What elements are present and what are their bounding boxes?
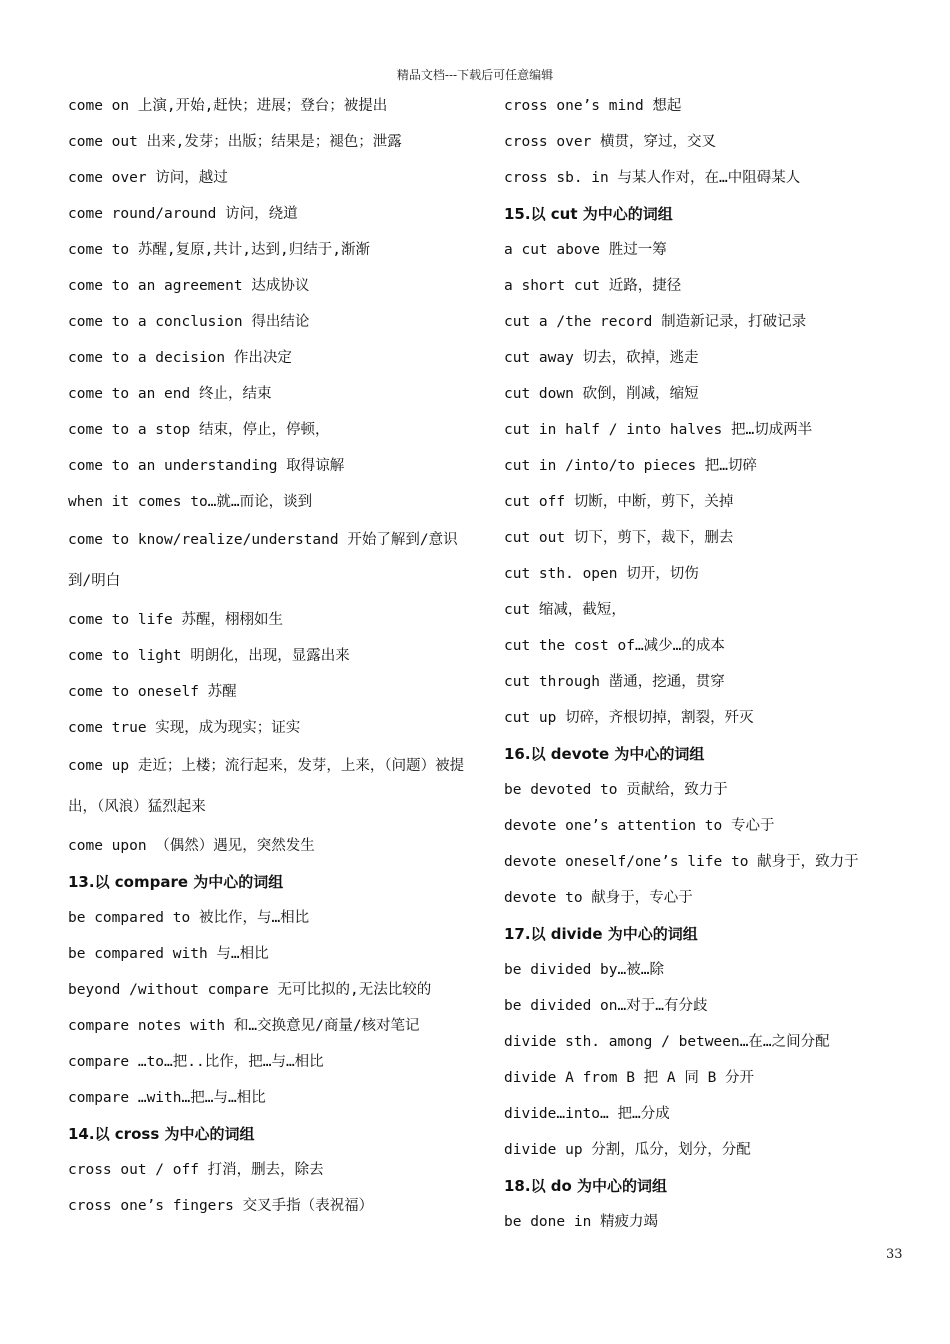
phrase-entry: cross sb. in 与某人作对，在…中阻碍某人 <box>504 170 801 186</box>
section-heading: 16.以 devote 为中心的词组 <box>504 745 705 763</box>
phrase-entry: come to an agreement 达成协议 <box>68 278 310 294</box>
phrase-entry: cut the cost of…减少…的成本 <box>504 638 725 654</box>
phrase-entry: come to 苏醒,复原,共计,达到,归结于,渐渐 <box>68 242 370 258</box>
phrase-entry: come true 实现，成为现实；证实 <box>68 720 301 736</box>
section-heading: 15.以 cut 为中心的词组 <box>504 205 673 223</box>
section-heading: 13.以 compare 为中心的词组 <box>68 873 284 891</box>
phrase-entry: cut out 切下，剪下，裁下，删去 <box>504 530 734 546</box>
phrase-entry: cut down 砍倒，削减，缩短 <box>504 386 699 402</box>
section-heading: 17.以 divide 为中心的词组 <box>504 925 698 943</box>
phrase-entry: beyond /without compare 无可比拟的,无法比较的 <box>68 982 432 998</box>
phrase-entry: cut 缩减，截短， <box>504 602 626 618</box>
phrase-entry: compare …to…把..比作，把…与…相比 <box>68 1054 324 1070</box>
section-heading: 18.以 do 为中心的词组 <box>504 1177 668 1195</box>
page-number: 33 <box>886 1247 903 1262</box>
left-column <box>68 88 478 1224</box>
phrase-entry: cross out / off 打消，删去，除去 <box>68 1162 324 1178</box>
phrase-entry: come on 上演,开始,赶快；进展；登台；被提出 <box>68 98 388 114</box>
phrase-entry: come to an end 终止，结束 <box>68 386 272 402</box>
right-column <box>504 88 904 1240</box>
phrase-entry: devote to 献身于，专心于 <box>504 890 693 906</box>
phrase-entry: cross over 横贯，穿过，交叉 <box>504 134 717 150</box>
phrase-entry: divide A from B 把 A 同 B 分开 <box>504 1070 755 1086</box>
phrase-entry: devote oneself/one’s life to 献身于，致力于 <box>504 854 859 870</box>
phrase-entry: a short cut 近路，捷径 <box>504 278 682 294</box>
section-heading: 14.以 cross 为中心的词组 <box>68 1125 255 1143</box>
phrase-entry: cut sth. open 切开，切伤 <box>504 566 699 582</box>
phrase-entry: be done in 精疲力竭 <box>504 1214 659 1230</box>
phrase-entry: divide up 分割，瓜分，划分，分配 <box>504 1142 751 1158</box>
phrase-entry: come round/around 访问，绕道 <box>68 206 298 222</box>
phrase-entry: come upon （偶然）遇见，突然发生 <box>68 838 315 854</box>
phrase-entry: compare notes with 和…交换意见/商量/核对笔记 <box>68 1018 420 1034</box>
phrase-entry: cut away 切去，砍掉，逃走 <box>504 350 699 366</box>
phrase-entry: divide sth. among / between…在…之间分配 <box>504 1034 830 1050</box>
phrase-entry: cut a /the record 制造新记录，打破记录 <box>504 314 807 330</box>
phrase-entry: cut in half / into halves 把…切成两半 <box>504 422 813 438</box>
phrase-entry: cut through 凿通，挖通，贯穿 <box>504 674 725 690</box>
phrase-entry: compare …with…把…与…相比 <box>68 1090 266 1106</box>
phrase-entry: cut off 切断，中断，剪下，关掉 <box>504 494 734 510</box>
phrase-entry: come to an understanding 取得谅解 <box>68 458 345 474</box>
phrase-entry: come over 访问，越过 <box>68 170 228 186</box>
phrase-entry: be compared to 被比作，与…相比 <box>68 910 310 926</box>
phrase-entry: be divided by…被…除 <box>504 962 664 978</box>
phrase-entry: come to a stop 结束，停止，停顿， <box>68 422 330 438</box>
phrase-entry: divide…into… 把…分成 <box>504 1106 670 1122</box>
page-header: 精品文档---下载后可任意编辑 <box>396 68 554 82</box>
phrase-entry: cross one’s fingers 交叉手指（表祝福） <box>68 1198 374 1214</box>
phrase-entry: come to light 明朗化，出现，显露出来 <box>68 648 350 664</box>
phrase-entry: be compared with 与…相比 <box>68 946 269 962</box>
phrase-entry: devote one’s attention to 专心于 <box>504 818 775 834</box>
phrase-entry: a cut above 胜过一筹 <box>504 242 667 258</box>
phrase-entry: cut in /into/to pieces 把…切碎 <box>504 458 758 474</box>
phrase-entry: when it comes to…就…而论，谈到 <box>68 494 313 510</box>
phrase-entry: come to a decision 作出决定 <box>68 350 292 366</box>
phrase-entry: come out 出来,发芽；出版；结果是；褪色；泄露 <box>68 134 402 150</box>
phrase-entry: be divided on…对于…有分歧 <box>504 998 708 1014</box>
phrase-entry: cut up 切碎，齐根切掉，割裂，歼灭 <box>504 710 754 726</box>
phrase-entry: be devoted to 贡献给，致力于 <box>504 782 728 798</box>
phrase-entry: come to oneself 苏醒 <box>68 684 237 700</box>
phrase-entry: come to a conclusion 得出结论 <box>68 314 310 330</box>
phrase-entry: come to know/realize/understand 开始了解到/意识到/明白 <box>68 532 458 589</box>
phrase-entry: come to life 苏醒，栩栩如生 <box>68 612 283 628</box>
phrase-entry: come up 走近；上楼；流行起来，发芽，上来，（问题）被提出，（风浪）猛烈起来 <box>68 758 465 815</box>
phrase-entry: cross one’s mind 想起 <box>504 98 682 114</box>
